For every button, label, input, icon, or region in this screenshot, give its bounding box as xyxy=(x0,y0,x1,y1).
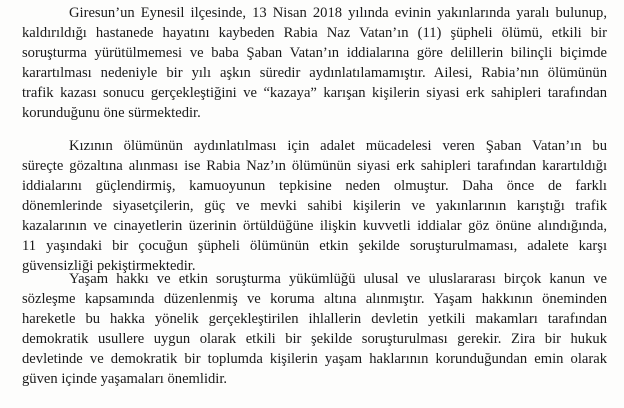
paragraph-2-line-5: kazalarının ve cinayetlerin üzerinin örtüldüğüne ilişkin kuvvetli iddialar göz önüne alındığında, xyxy=(22,218,607,234)
paragraph-3-line-3: hareketle bu hakka yönelik gerçekleştirilen ihlallerin devletin yetkili makamları tarafından xyxy=(22,311,607,327)
paragraph-1-line-4: karartılması nedeniyle bir yılı aşkın süredir aydınlatılamamıştır. Ailesi, Rabia’nın ölümünün xyxy=(22,65,607,81)
paragraph-2-line-3: iddialarını güçlendirmiş, kamuoyunun tepkisine neden olmuştur. Daha önce de farklı xyxy=(22,178,607,194)
paragraph-3 xyxy=(22,269,607,389)
paragraph-2-line-4: dönemlerinde siyasetçilerin, güç ve mevki sahibi kişilerin ve yakınlarının karıştığı trafik xyxy=(22,198,607,214)
paragraph-2-line-6: 11 yaşındaki bir çocuğun şüpheli ölümünün etkin şekilde soruşturulmaması, adalete karşı xyxy=(22,238,607,254)
paragraph-3-line-4: demokratik usullere uygun olarak etkili bir şekilde soruşturulması gerekir. Zira bir hukuk xyxy=(22,331,607,347)
paragraph-2-line-2: süreçte gözaltına alınması ise Rabia Naz’ın ölümünün siyasi erk sahipleri tarafından karartıldığı xyxy=(22,158,607,174)
paragraph-1-line-1: Giresun’un Eynesil ilçesinde, 13 Nisan 2018 yılında evinin yakınlarında yaralı bulunup, xyxy=(69,5,607,21)
paragraph-1-line-6: korunduğunu öne sürmektedir. xyxy=(22,105,201,121)
paragraph-2-line-7: güvensizliği pekiştirmektedir. xyxy=(22,258,196,274)
paragraph-1-line-3: soruşturma yürütülmemesi ve baba Şaban Vatan’ın iddialarına göre delillerin bilinçli biçimde xyxy=(22,45,607,61)
paragraph-1-line-5: trafik kazası sonucu gerçekleştiğini ve “kazaya” karışan kişilerin siyasi erk sahipleri tarafından xyxy=(22,85,607,101)
paragraph-2-line-1: Kızının ölümünün aydınlatılması için adalet mücadelesi veren Şaban Vatan’ın bu xyxy=(69,138,607,154)
paragraph-3-line-1: Yaşam hakkı ve etkin soruşturma yükümlüğü ulusal ve uluslararası birçok kanun ve xyxy=(69,271,607,287)
paragraph-2 xyxy=(22,136,607,276)
paragraph-3-line-2: sözleşme kapsamında düzenlenmiş ve koruma altına alınmıştır. Yaşam hakkının öneminden xyxy=(22,291,607,307)
paragraph-1-line-2: kaldırıldığı hastanede hayatını kaybeden Rabia Naz Vatan’ın (11) şüpheli ölümü, etkili bir xyxy=(22,25,607,41)
paragraph-1 xyxy=(22,3,607,123)
paragraph-3-line-6: güven içinde yaşamaları önemlidir. xyxy=(22,371,228,387)
paragraph-3-line-5: devletinde ve demokratik bir toplumda kişilerin yaşam haklarının korunduğundan emin olarak xyxy=(22,351,607,367)
